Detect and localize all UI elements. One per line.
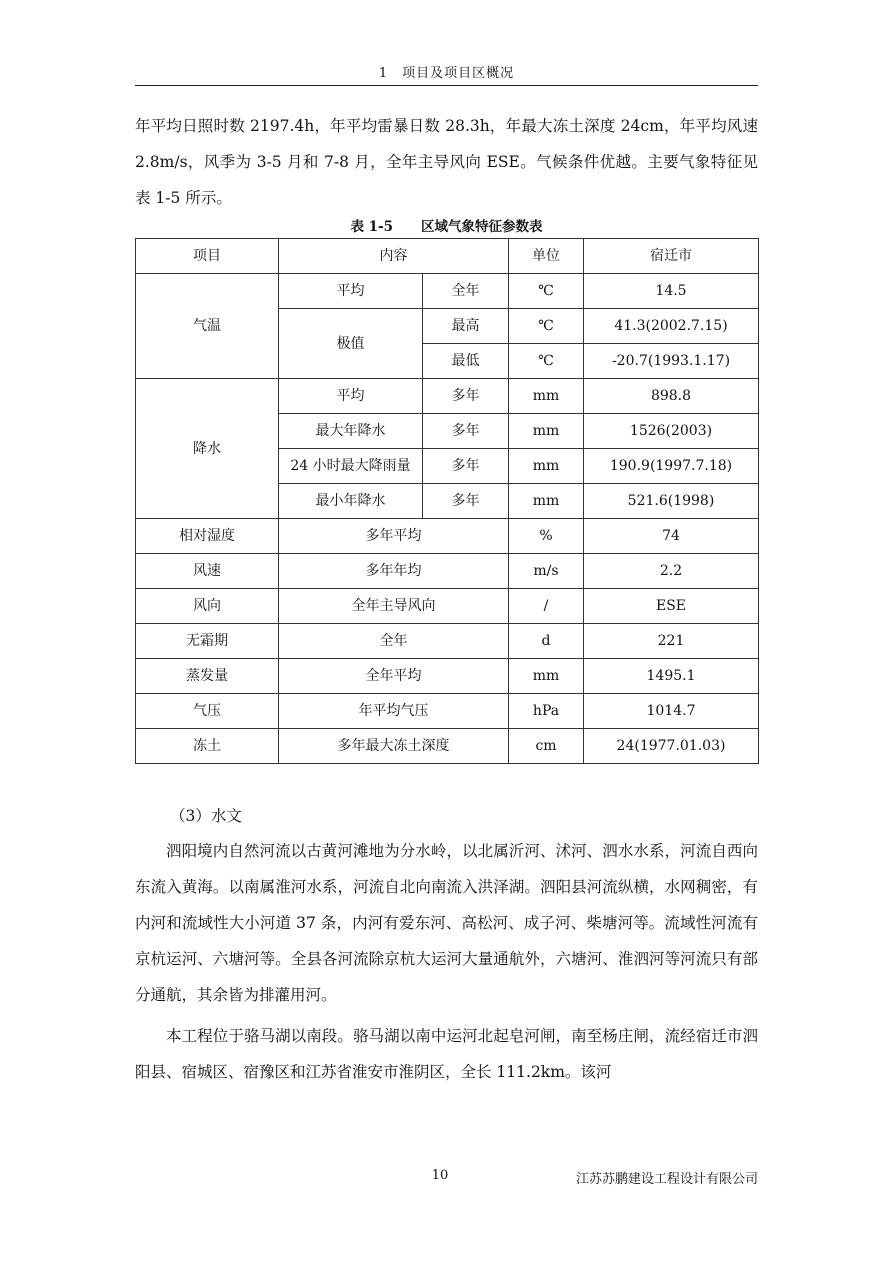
header-rule [135, 85, 758, 86]
row-content: 年平均气压 [279, 694, 509, 729]
temperature-max-period: 最高 [423, 309, 509, 344]
table-row [136, 554, 759, 589]
temperature-label: 气温 [136, 274, 279, 379]
precip-row-value: 898.8 [584, 379, 759, 414]
row-item: 相对湿度 [136, 519, 279, 554]
row-item: 气压 [136, 694, 279, 729]
temperature-avg-label: 平均 [279, 274, 423, 309]
row-value: 1495.1 [584, 659, 759, 694]
row-item: 无霜期 [136, 624, 279, 659]
intro-paragraph: 年平均日照时数 2197.4h，年平均雷暴日数 28.3h，年最大冻土深度 24cm，年平均风速 2.8m/s，风季为 3-5 月和 7-8 月，全年主导风向 ESE。气候条件优越。主要气象特征见表 1-5 所示。 [135, 117, 758, 207]
precip-row-value: 1526(2003) [584, 414, 759, 449]
table-caption [135, 216, 758, 238]
table-header-row [136, 239, 759, 274]
row-content: 全年 [279, 624, 509, 659]
row-content: 多年最大冻土深度 [279, 729, 509, 764]
table-row [136, 729, 759, 764]
precip-row-label: 24 小时最大降雨量 [279, 449, 423, 484]
header-content: 内容 [279, 239, 509, 274]
row-unit: / [509, 589, 584, 624]
table-row [136, 519, 759, 554]
row-content: 全年平均 [279, 659, 509, 694]
header-item: 项目 [136, 239, 279, 274]
temperature-avg-unit: ℃ [509, 274, 584, 309]
precip-row-period: 多年 [423, 379, 509, 414]
temperature-max-value: 41.3(2002.7.15) [584, 309, 759, 344]
row-value: 24(1977.01.03) [584, 729, 759, 764]
table-caption-number: 表 1-5 [350, 219, 394, 235]
row-unit: mm [509, 659, 584, 694]
row-item: 风向 [136, 589, 279, 624]
precip-row-unit: mm [509, 414, 584, 449]
precip-row-unit: mm [509, 484, 584, 519]
table-row [136, 589, 759, 624]
header-city: 宿迁市 [584, 239, 759, 274]
row-unit: % [509, 519, 584, 554]
row-unit: d [509, 624, 584, 659]
row-unit: hPa [509, 694, 584, 729]
temperature-avg-value: 14.5 [584, 274, 759, 309]
precip-row-label: 最小年降水 [279, 484, 423, 519]
row-content: 多年平均 [279, 519, 509, 554]
company-name: 江苏苏鹏建设工程设计有限公司 [575, 1172, 758, 1187]
page-number: 10 [431, 1168, 449, 1183]
row-item: 冻土 [136, 729, 279, 764]
page-header: 1 项目及项目区概况 [378, 66, 515, 81]
precipitation-label: 降水 [136, 379, 279, 519]
section-heading: （3）水文 [170, 807, 242, 825]
precip-row-period: 多年 [423, 449, 509, 484]
temperature-min-unit: ℃ [509, 344, 584, 379]
row-content: 多年年均 [279, 554, 509, 589]
precip-row-unit: mm [509, 449, 584, 484]
temperature-avg-period: 全年 [423, 274, 509, 309]
row-value: ESE [584, 589, 759, 624]
row-item: 风速 [136, 554, 279, 589]
row-content: 全年主导风向 [279, 589, 509, 624]
temperature-min-period: 最低 [423, 344, 509, 379]
row-value: 1014.7 [584, 694, 759, 729]
precip-row-value: 190.9(1997.7.18) [584, 449, 759, 484]
table-row [136, 274, 759, 309]
row-value: 74 [584, 519, 759, 554]
hydrology-paragraph: 泗阳境内自然河流以古黄河滩地为分水岭，以北属沂河、沭河、泗水水系，河流自西向东流入黄海。以南属淮河水系，河流自北向南流入洪泽湖。泗阳县河流纵横，水网稠密，有内河和流域性大小河道 37 条，内河有爱东河、高松河、成子河、柴塘河等。流域性河流有京杭运河、六塘河等。全县各河流除京杭大运河大量通航外，六塘河、淮泗河等河流只有部分通航，其余皆为排灌用河。 [135, 842, 758, 1004]
table-row [136, 659, 759, 694]
table-row [136, 624, 759, 659]
temperature-min-value: -20.7(1993.1.17) [584, 344, 759, 379]
row-value: 221 [584, 624, 759, 659]
row-unit: cm [509, 729, 584, 764]
temperature-extreme-label: 极值 [279, 309, 423, 379]
precip-row-label: 最大年降水 [279, 414, 423, 449]
precip-row-period: 多年 [423, 414, 509, 449]
table-row [136, 694, 759, 729]
hydrology-paragraph-2: 本工程位于骆马湖以南段。骆马湖以南中运河北起皂河闸，南至杨庄闸，流经宿迁市泗阳县、宿城区、宿豫区和江苏省淮安市淮阴区，全长 111.2km。该河 [135, 1027, 758, 1081]
precip-row-value: 521.6(1998) [584, 484, 759, 519]
header-unit: 单位 [509, 239, 584, 274]
row-value: 2.2 [584, 554, 759, 589]
row-item: 蒸发量 [136, 659, 279, 694]
table-caption-title: 区域气象特征参数表 [421, 219, 543, 235]
precip-row-period: 多年 [423, 484, 509, 519]
row-unit: m/s [509, 554, 584, 589]
precip-row-unit: mm [509, 379, 584, 414]
table-row [136, 379, 759, 414]
precip-row-label: 平均 [279, 379, 423, 414]
temperature-max-unit: ℃ [509, 309, 584, 344]
climate-table [135, 238, 759, 764]
